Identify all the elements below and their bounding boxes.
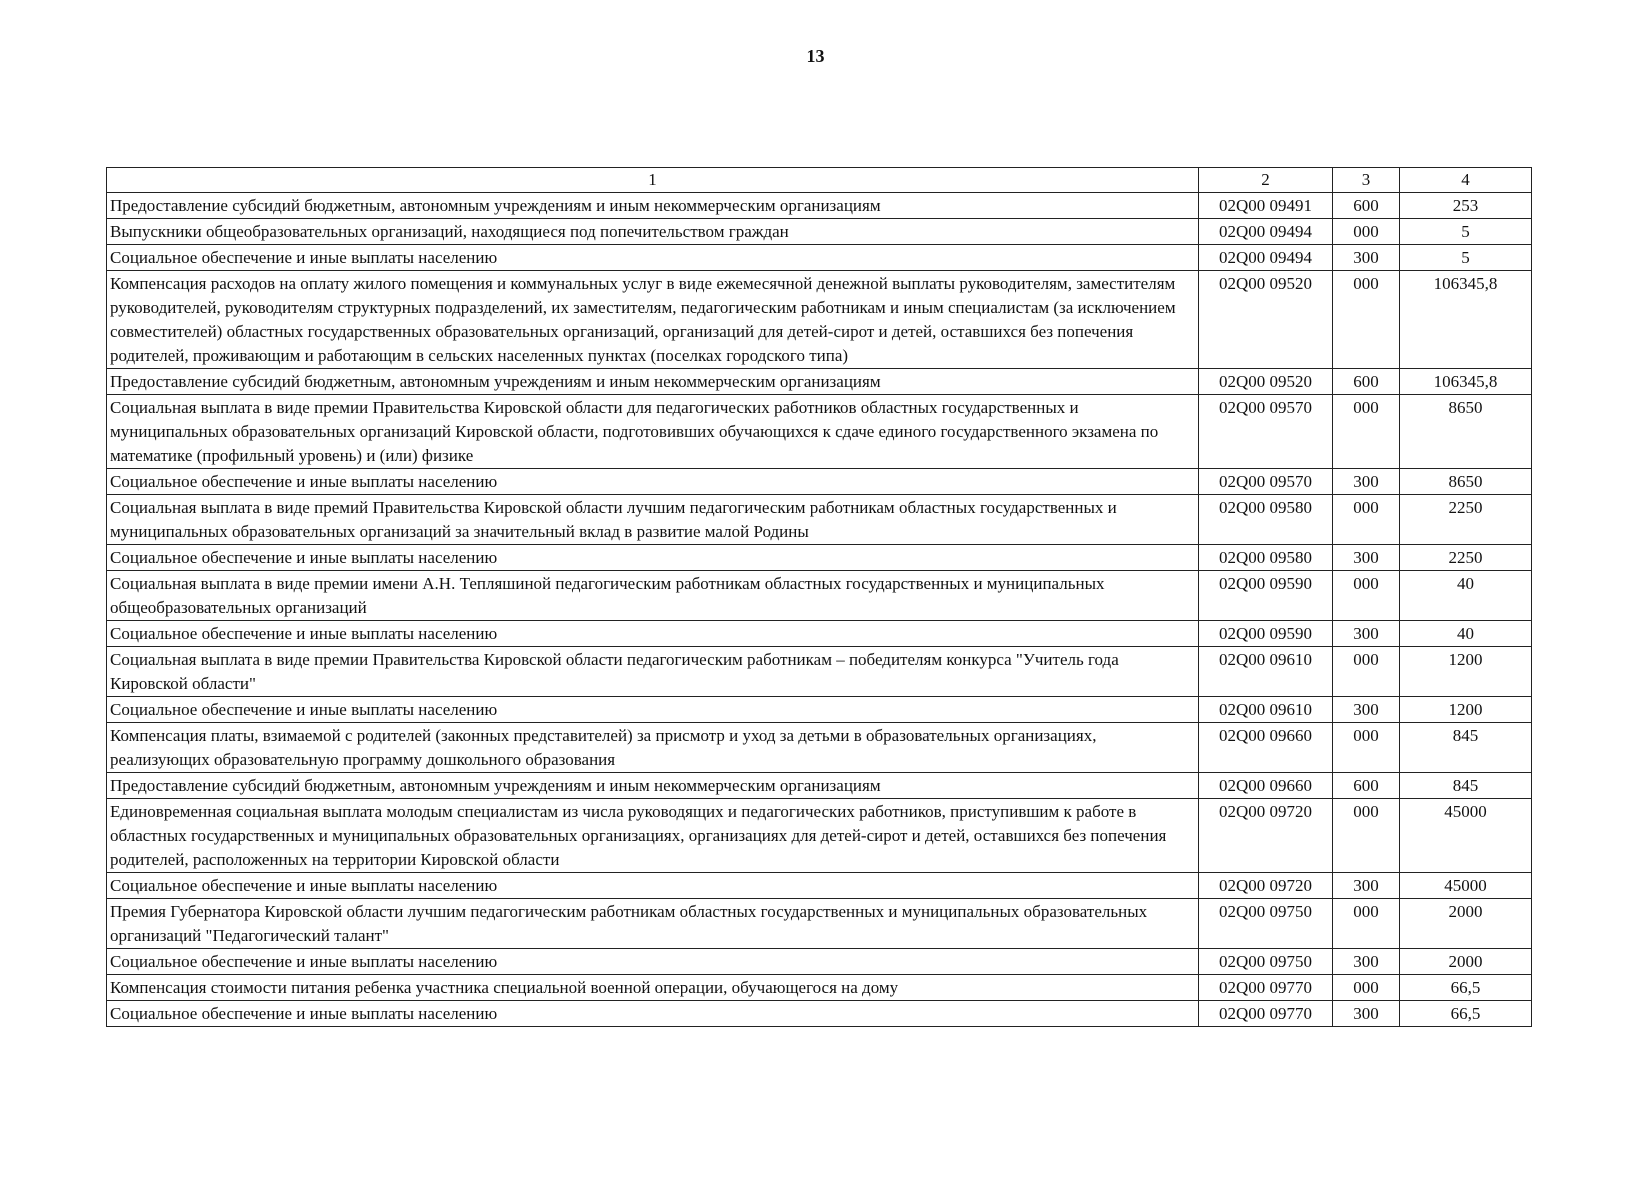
row-type-cell: 000 (1333, 395, 1400, 469)
row-type-cell: 600 (1333, 369, 1400, 395)
table-row (107, 1001, 1532, 1027)
row-name-cell: Компенсация расходов на оплату жилого помещения и коммунальных услуг в виде ежемесячной денежной выплаты руководителям, заместителям руководителей, руководителям структурных подразделений, их заместителям, педагогическим работникам и иным специалистам (за исключением совместителей) областных государственных образовательных организаций, организаций для детей-сирот и детей, оставшихся без попечения родителей, проживающим и работающим в сельских населенных пунктах (поселках городского типа) (107, 271, 1199, 369)
row-type-cell: 300 (1333, 1001, 1400, 1027)
row-name-cell: Социальная выплата в виде премии Правительства Кировской области педагогическим работникам – победителям конкурса "Учитель года Кировской области" (107, 647, 1199, 697)
row-amount-cell: 1200 (1400, 647, 1532, 697)
table-row (107, 245, 1532, 271)
row-name-cell: Социальное обеспечение и иные выплаты населению (107, 245, 1199, 271)
table-row (107, 697, 1532, 723)
row-name-cell: Социальное обеспечение и иные выплаты населению (107, 949, 1199, 975)
table-row (107, 369, 1532, 395)
row-code-cell: 02Q00 09720 (1199, 799, 1333, 873)
row-name-cell: Социальное обеспечение и иные выплаты населению (107, 697, 1199, 723)
row-type-cell: 300 (1333, 245, 1400, 271)
table-row (107, 621, 1532, 647)
row-code-cell: 02Q00 09590 (1199, 621, 1333, 647)
row-name-cell: Компенсация стоимости питания ребенка участника специальной военной операции, обучающегося на дому (107, 975, 1199, 1001)
table-row (107, 949, 1532, 975)
row-type-cell: 000 (1333, 799, 1400, 873)
row-amount-cell: 66,5 (1400, 975, 1532, 1001)
row-code-cell: 02Q00 09494 (1199, 245, 1333, 271)
row-name-cell: Единовременная социальная выплата молодым специалистам из числа руководящих и педагогических работников, приступившим к работе в областных государственных и муниципальных образовательных организациях, организациях для детей-сирот и детей, оставшихся без попечения родителей, расположенных на территории Кировской области (107, 799, 1199, 873)
page-number: 13 (806, 46, 825, 66)
table-row (107, 571, 1532, 621)
table-body (107, 193, 1532, 1027)
table-row (107, 271, 1532, 369)
table-row (107, 545, 1532, 571)
row-code-cell: 02Q00 09750 (1199, 949, 1333, 975)
row-name-cell: Социальное обеспечение и иные выплаты населению (107, 873, 1199, 899)
row-code-cell: 02Q00 09580 (1199, 545, 1333, 571)
row-name-cell: Социальная выплата в виде премии имени А.Н. Тепляшиной педагогическим работникам областных государственных и муниципальных общеобразовательных организаций (107, 571, 1199, 621)
row-amount-cell: 40 (1400, 571, 1532, 621)
table-row (107, 469, 1532, 495)
row-code-cell: 02Q00 09610 (1199, 697, 1333, 723)
row-code-cell: 02Q00 09570 (1199, 469, 1333, 495)
row-code-cell: 02Q00 09491 (1199, 193, 1333, 219)
table-row (107, 647, 1532, 697)
row-type-cell: 000 (1333, 975, 1400, 1001)
table-row (107, 899, 1532, 949)
row-amount-cell: 45000 (1400, 799, 1532, 873)
row-code-cell: 02Q00 09770 (1199, 1001, 1333, 1027)
table-row (107, 773, 1532, 799)
row-amount-cell: 106345,8 (1400, 369, 1532, 395)
row-amount-cell: 8650 (1400, 395, 1532, 469)
row-code-cell: 02Q00 09660 (1199, 723, 1333, 773)
row-name-cell: Компенсация платы, взимаемой с родителей (законных представителей) за присмотр и уход за детьми в образовательных организациях, реализующих образовательную программу дошкольного образования (107, 723, 1199, 773)
table-row (107, 495, 1532, 545)
row-code-cell: 02Q00 09660 (1199, 773, 1333, 799)
row-amount-cell: 2250 (1400, 495, 1532, 545)
row-code-cell: 02Q00 09570 (1199, 395, 1333, 469)
table-header-row (107, 168, 1532, 193)
row-amount-cell: 5 (1400, 245, 1532, 271)
table-row (107, 219, 1532, 245)
row-type-cell: 000 (1333, 271, 1400, 369)
row-amount-cell: 845 (1400, 773, 1532, 799)
row-type-cell: 000 (1333, 219, 1400, 245)
row-code-cell: 02Q00 09750 (1199, 899, 1333, 949)
row-amount-cell: 1200 (1400, 697, 1532, 723)
table-row (107, 799, 1532, 873)
header-col-4: 4 (1400, 168, 1532, 193)
row-type-cell: 300 (1333, 469, 1400, 495)
row-code-cell: 02Q00 09770 (1199, 975, 1333, 1001)
row-type-cell: 000 (1333, 647, 1400, 697)
row-code-cell: 02Q00 09494 (1199, 219, 1333, 245)
row-amount-cell: 40 (1400, 621, 1532, 647)
row-name-cell: Социальное обеспечение и иные выплаты населению (107, 1001, 1199, 1027)
table-row (107, 873, 1532, 899)
row-amount-cell: 253 (1400, 193, 1532, 219)
row-type-cell: 000 (1333, 571, 1400, 621)
row-type-cell: 000 (1333, 495, 1400, 545)
header-col-3: 3 (1333, 168, 1400, 193)
row-code-cell: 02Q00 09580 (1199, 495, 1333, 545)
row-name-cell: Социальное обеспечение и иные выплаты населению (107, 545, 1199, 571)
table-row (107, 723, 1532, 773)
row-amount-cell: 2250 (1400, 545, 1532, 571)
row-type-cell: 600 (1333, 193, 1400, 219)
table-row (107, 193, 1532, 219)
row-amount-cell: 2000 (1400, 949, 1532, 975)
row-name-cell: Предоставление субсидий бюджетным, автономным учреждениям и иным некоммерческим организациям (107, 369, 1199, 395)
row-type-cell: 600 (1333, 773, 1400, 799)
row-amount-cell: 845 (1400, 723, 1532, 773)
row-amount-cell: 5 (1400, 219, 1532, 245)
row-type-cell: 300 (1333, 697, 1400, 723)
table-row (107, 975, 1532, 1001)
row-code-cell: 02Q00 09520 (1199, 369, 1333, 395)
budget-table (106, 167, 1532, 1027)
row-name-cell: Социальная выплата в виде премии Правительства Кировской области для педагогических работников областных государственных и муниципальных образовательных организаций Кировской области, подготовивших обучающихся к сдаче единого государственного экзамена по математике (профильный уровень) и (или) физике (107, 395, 1199, 469)
row-code-cell: 02Q00 09720 (1199, 873, 1333, 899)
row-name-cell: Социальное обеспечение и иные выплаты населению (107, 621, 1199, 647)
row-name-cell: Предоставление субсидий бюджетным, автономным учреждениям и иным некоммерческим организациям (107, 193, 1199, 219)
row-code-cell: 02Q00 09590 (1199, 571, 1333, 621)
header-col-1: 1 (107, 168, 1199, 193)
row-name-cell: Премия Губернатора Кировской области лучшим педагогическим работникам областных государственных и муниципальных образовательных организаций "Педагогический талант" (107, 899, 1199, 949)
table-row (107, 395, 1532, 469)
row-code-cell: 02Q00 09520 (1199, 271, 1333, 369)
row-amount-cell: 66,5 (1400, 1001, 1532, 1027)
row-amount-cell: 8650 (1400, 469, 1532, 495)
row-type-cell: 300 (1333, 545, 1400, 571)
row-type-cell: 000 (1333, 899, 1400, 949)
row-code-cell: 02Q00 09610 (1199, 647, 1333, 697)
row-name-cell: Выпускники общеобразовательных организаций, находящиеся под попечительством граждан (107, 219, 1199, 245)
row-type-cell: 300 (1333, 873, 1400, 899)
row-type-cell: 300 (1333, 949, 1400, 975)
row-name-cell: Социальное обеспечение и иные выплаты населению (107, 469, 1199, 495)
row-amount-cell: 106345,8 (1400, 271, 1532, 369)
header-col-2: 2 (1199, 168, 1333, 193)
row-type-cell: 000 (1333, 723, 1400, 773)
row-amount-cell: 45000 (1400, 873, 1532, 899)
row-name-cell: Предоставление субсидий бюджетным, автономным учреждениям и иным некоммерческим организациям (107, 773, 1199, 799)
row-type-cell: 300 (1333, 621, 1400, 647)
row-amount-cell: 2000 (1400, 899, 1532, 949)
row-name-cell: Социальная выплата в виде премий Правительства Кировской области лучшим педагогическим работникам областных государственных и муниципальных образовательных организаций за значительный вклад в развитие малой Родины (107, 495, 1199, 545)
